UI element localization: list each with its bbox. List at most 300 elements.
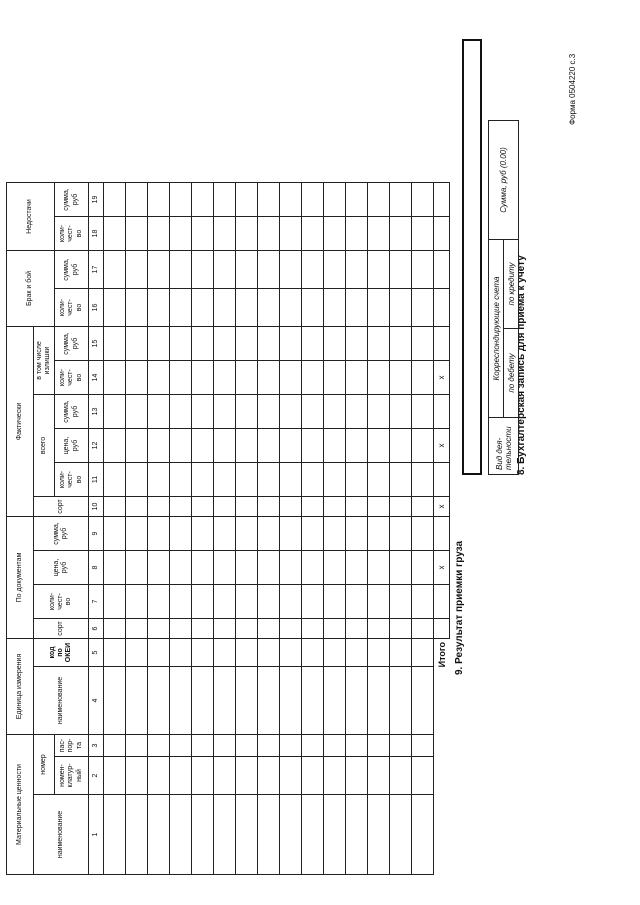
table-cell[interactable] [258, 551, 280, 585]
table-cell[interactable] [302, 251, 324, 289]
table-cell[interactable] [258, 639, 280, 667]
table-cell[interactable] [412, 361, 434, 395]
table-cell[interactable] [302, 361, 324, 395]
table-cell[interactable] [368, 619, 390, 639]
table-cell[interactable] [390, 619, 412, 639]
table-cell[interactable] [148, 795, 170, 875]
table-cell[interactable] [368, 327, 390, 361]
table-cell[interactable] [390, 395, 412, 429]
table-cell[interactable] [214, 289, 236, 327]
table-cell[interactable] [302, 289, 324, 327]
total-cell[interactable] [434, 183, 450, 217]
table-cell[interactable] [236, 251, 258, 289]
table-cell[interactable] [192, 551, 214, 585]
table-cell[interactable] [126, 395, 148, 429]
table-cell[interactable] [236, 395, 258, 429]
table-cell[interactable] [192, 757, 214, 795]
table-cell[interactable] [390, 639, 412, 667]
table-cell[interactable] [302, 551, 324, 585]
table-cell[interactable] [192, 183, 214, 217]
table-cell[interactable] [104, 735, 126, 757]
table-cell[interactable] [192, 327, 214, 361]
table-cell[interactable] [324, 497, 346, 517]
table-cell[interactable] [346, 251, 368, 289]
table-cell[interactable] [280, 497, 302, 517]
table-cell[interactable] [236, 795, 258, 875]
table-cell[interactable] [236, 735, 258, 757]
table-cell[interactable] [280, 639, 302, 667]
table-cell[interactable] [302, 183, 324, 217]
table-cell[interactable] [412, 429, 434, 463]
table-cell[interactable] [192, 251, 214, 289]
table-cell[interactable] [170, 517, 192, 551]
table-cell[interactable] [214, 551, 236, 585]
table-cell[interactable] [280, 361, 302, 395]
table-cell[interactable] [214, 463, 236, 497]
table-cell[interactable] [368, 251, 390, 289]
table-cell[interactable] [192, 361, 214, 395]
table-cell[interactable] [148, 217, 170, 251]
table-cell[interactable] [170, 463, 192, 497]
table-cell[interactable] [126, 735, 148, 757]
table-cell[interactable] [192, 463, 214, 497]
table-cell[interactable] [170, 757, 192, 795]
table-cell[interactable] [412, 463, 434, 497]
table-cell[interactable] [302, 757, 324, 795]
table-cell[interactable] [390, 795, 412, 875]
table-cell[interactable] [126, 361, 148, 395]
table-cell[interactable] [148, 395, 170, 429]
table-cell[interactable] [346, 361, 368, 395]
table-cell[interactable] [192, 585, 214, 619]
table-cell[interactable] [346, 217, 368, 251]
table-cell[interactable] [170, 361, 192, 395]
total-cell[interactable] [434, 619, 450, 639]
table-cell[interactable] [214, 585, 236, 619]
table-cell[interactable] [368, 183, 390, 217]
table-cell[interactable] [126, 551, 148, 585]
table-cell[interactable] [214, 517, 236, 551]
table-cell[interactable] [214, 327, 236, 361]
table-cell[interactable] [170, 585, 192, 619]
table-cell[interactable] [258, 183, 280, 217]
column-number: 14 [89, 361, 104, 395]
table-cell[interactable] [368, 795, 390, 875]
table-cell[interactable] [412, 251, 434, 289]
table-cell[interactable] [368, 429, 390, 463]
table-cell[interactable] [236, 551, 258, 585]
table-cell[interactable] [324, 289, 346, 327]
table-cell[interactable] [302, 217, 324, 251]
table-cell[interactable] [192, 795, 214, 875]
table-cell[interactable] [346, 183, 368, 217]
table-cell[interactable] [126, 639, 148, 667]
table-cell[interactable] [368, 289, 390, 327]
table-cell[interactable] [280, 183, 302, 217]
table-cell[interactable] [148, 183, 170, 217]
table-cell[interactable] [170, 735, 192, 757]
table-cell[interactable] [324, 251, 346, 289]
table-cell[interactable] [148, 517, 170, 551]
table-cell[interactable] [104, 585, 126, 619]
table-cell[interactable] [280, 429, 302, 463]
table-cell[interactable] [170, 327, 192, 361]
table-cell[interactable] [214, 795, 236, 875]
table-cell[interactable] [412, 217, 434, 251]
table-cell[interactable] [126, 289, 148, 327]
table-cell[interactable] [412, 639, 434, 667]
table-cell[interactable] [412, 795, 434, 875]
table-cell[interactable] [412, 395, 434, 429]
table-cell[interactable] [280, 395, 302, 429]
table-cell[interactable] [346, 585, 368, 619]
table-cell[interactable] [346, 429, 368, 463]
table-cell[interactable] [302, 667, 324, 735]
table-cell[interactable] [258, 757, 280, 795]
table-cell[interactable] [236, 463, 258, 497]
table-cell[interactable] [302, 327, 324, 361]
table-cell[interactable] [126, 327, 148, 361]
table-cell[interactable] [104, 757, 126, 795]
table-cell[interactable] [390, 585, 412, 619]
table-cell[interactable] [214, 497, 236, 517]
table-cell[interactable] [170, 639, 192, 667]
table-cell[interactable] [390, 497, 412, 517]
table-cell[interactable] [412, 619, 434, 639]
table-cell[interactable] [148, 551, 170, 585]
table-cell[interactable] [192, 395, 214, 429]
table-cell[interactable] [324, 217, 346, 251]
table-cell[interactable] [258, 395, 280, 429]
table-cell[interactable] [302, 517, 324, 551]
table-cell[interactable] [302, 639, 324, 667]
table-cell[interactable] [390, 361, 412, 395]
table-cell[interactable] [390, 551, 412, 585]
table-cell[interactable] [214, 639, 236, 667]
table-cell[interactable] [324, 327, 346, 361]
table-cell[interactable] [214, 217, 236, 251]
table-cell[interactable] [192, 517, 214, 551]
table-cell[interactable] [258, 517, 280, 551]
table-cell[interactable] [104, 429, 126, 463]
table-cell[interactable] [324, 757, 346, 795]
table-cell[interactable] [258, 795, 280, 875]
table-cell[interactable] [346, 497, 368, 517]
table-cell[interactable] [368, 585, 390, 619]
table-cell[interactable] [412, 289, 434, 327]
table-cell[interactable] [126, 585, 148, 619]
table-cell[interactable] [126, 619, 148, 639]
table-cell[interactable] [280, 217, 302, 251]
table-cell[interactable] [412, 667, 434, 735]
table-cell[interactable] [346, 735, 368, 757]
table-cell[interactable] [126, 183, 148, 217]
table-cell[interactable] [302, 463, 324, 497]
table-cell[interactable] [104, 463, 126, 497]
table-cell[interactable] [346, 795, 368, 875]
table-cell[interactable] [324, 551, 346, 585]
table-cell[interactable] [324, 395, 346, 429]
table-cell[interactable] [302, 795, 324, 875]
table-cell[interactable] [148, 251, 170, 289]
table-cell[interactable] [390, 183, 412, 217]
table-cell[interactable] [104, 289, 126, 327]
table-cell[interactable] [170, 667, 192, 735]
table-cell[interactable] [148, 429, 170, 463]
table-cell[interactable] [104, 497, 126, 517]
table-cell[interactable] [170, 395, 192, 429]
table-cell[interactable] [368, 497, 390, 517]
table-cell[interactable] [280, 251, 302, 289]
table-cell[interactable] [148, 361, 170, 395]
table-cell[interactable] [258, 429, 280, 463]
table-cell[interactable] [170, 289, 192, 327]
table-cell[interactable] [214, 757, 236, 795]
table-cell[interactable] [390, 667, 412, 735]
table-cell[interactable] [258, 361, 280, 395]
table-cell[interactable] [104, 667, 126, 735]
table-cell[interactable] [148, 757, 170, 795]
table-cell[interactable] [302, 395, 324, 429]
table-cell[interactable] [280, 757, 302, 795]
table-cell[interactable] [324, 361, 346, 395]
table-cell[interactable] [324, 183, 346, 217]
table-cell[interactable] [324, 795, 346, 875]
table-cell[interactable] [280, 795, 302, 875]
table-cell[interactable] [280, 517, 302, 551]
table-cell[interactable] [412, 735, 434, 757]
table-cell[interactable] [126, 667, 148, 735]
table-cell[interactable] [412, 497, 434, 517]
table-cell[interactable] [390, 517, 412, 551]
table-cell[interactable] [346, 289, 368, 327]
table-cell[interactable] [390, 251, 412, 289]
table-cell[interactable] [412, 327, 434, 361]
total-cell[interactable] [434, 251, 450, 289]
table-cell[interactable] [170, 551, 192, 585]
table-cell[interactable] [236, 517, 258, 551]
table-cell[interactable] [280, 327, 302, 361]
table-cell[interactable] [368, 735, 390, 757]
table-cell[interactable] [126, 429, 148, 463]
table-cell[interactable] [258, 463, 280, 497]
table-cell[interactable] [148, 327, 170, 361]
table-cell[interactable] [280, 667, 302, 735]
table-cell[interactable] [192, 429, 214, 463]
table-cell[interactable] [280, 585, 302, 619]
table-cell[interactable] [126, 251, 148, 289]
table-cell[interactable] [280, 619, 302, 639]
table-cell[interactable] [258, 585, 280, 619]
total-cell[interactable] [434, 327, 450, 361]
table-cell[interactable] [324, 619, 346, 639]
table-cell[interactable] [192, 289, 214, 327]
table-cell[interactable] [258, 735, 280, 757]
table-cell[interactable] [104, 251, 126, 289]
total-cell[interactable] [434, 289, 450, 327]
table-cell[interactable] [302, 735, 324, 757]
table-cell[interactable] [236, 361, 258, 395]
table-cell[interactable] [148, 667, 170, 735]
table-cell[interactable] [236, 757, 258, 795]
table-cell[interactable] [302, 497, 324, 517]
table-cell[interactable] [324, 667, 346, 735]
table-cell[interactable] [148, 463, 170, 497]
table-cell[interactable] [346, 757, 368, 795]
table-cell[interactable] [126, 463, 148, 497]
table-cell[interactable] [148, 619, 170, 639]
table-cell[interactable] [148, 639, 170, 667]
table-cell[interactable] [346, 551, 368, 585]
table-cell[interactable] [236, 497, 258, 517]
table-cell[interactable] [104, 551, 126, 585]
table-cell[interactable] [236, 183, 258, 217]
table-cell[interactable] [236, 619, 258, 639]
total-cell[interactable] [434, 217, 450, 251]
table-cell[interactable] [192, 497, 214, 517]
th-unit-name: наименование [34, 667, 89, 735]
table-cell[interactable] [346, 327, 368, 361]
table-cell[interactable] [324, 517, 346, 551]
table-cell[interactable] [390, 217, 412, 251]
table-cell[interactable] [390, 289, 412, 327]
table-cell[interactable] [192, 217, 214, 251]
table-cell[interactable] [346, 463, 368, 497]
table-cell[interactable] [236, 289, 258, 327]
total-cell[interactable] [434, 585, 450, 619]
table-cell[interactable] [214, 735, 236, 757]
table-cell[interactable] [148, 735, 170, 757]
table-cell[interactable] [192, 667, 214, 735]
table-cell[interactable] [368, 551, 390, 585]
table-cell[interactable] [170, 795, 192, 875]
table-cell[interactable] [258, 217, 280, 251]
table-cell[interactable] [258, 497, 280, 517]
table-cell[interactable] [126, 795, 148, 875]
table-cell[interactable] [412, 517, 434, 551]
table-cell[interactable] [258, 327, 280, 361]
table-cell[interactable] [324, 735, 346, 757]
table-cell[interactable] [346, 395, 368, 429]
table-cell[interactable] [258, 289, 280, 327]
table-cell[interactable] [324, 585, 346, 619]
table-cell[interactable] [104, 327, 126, 361]
table-cell[interactable] [368, 463, 390, 497]
table-cell[interactable] [148, 585, 170, 619]
table-cell[interactable] [280, 551, 302, 585]
table-cell[interactable] [192, 639, 214, 667]
table-cell[interactable] [104, 183, 126, 217]
table-cell[interactable] [126, 757, 148, 795]
table-cell[interactable] [170, 251, 192, 289]
table-cell[interactable] [104, 639, 126, 667]
table-cell[interactable] [192, 619, 214, 639]
table-cell[interactable] [390, 429, 412, 463]
table-cell[interactable] [302, 619, 324, 639]
table-cell[interactable] [368, 395, 390, 429]
table-cell[interactable] [302, 585, 324, 619]
table-cell[interactable] [368, 517, 390, 551]
table-cell[interactable] [390, 463, 412, 497]
table-cell[interactable] [412, 585, 434, 619]
table-cell[interactable] [280, 735, 302, 757]
table-cell[interactable] [280, 289, 302, 327]
table-cell[interactable] [192, 735, 214, 757]
table-cell[interactable] [214, 429, 236, 463]
table-cell[interactable] [412, 183, 434, 217]
table-cell[interactable] [214, 619, 236, 639]
table-cell[interactable] [324, 429, 346, 463]
table-cell[interactable] [214, 361, 236, 395]
table-cell[interactable] [214, 395, 236, 429]
table-cell[interactable] [302, 429, 324, 463]
table-cell[interactable] [412, 551, 434, 585]
table-cell[interactable] [236, 667, 258, 735]
table-cell[interactable] [236, 217, 258, 251]
table-cell[interactable] [214, 183, 236, 217]
table-cell[interactable] [126, 517, 148, 551]
table-cell[interactable] [346, 517, 368, 551]
table-cell[interactable] [126, 217, 148, 251]
table-cell[interactable] [104, 395, 126, 429]
table-cell[interactable] [368, 217, 390, 251]
table-cell[interactable] [346, 667, 368, 735]
table-cell[interactable] [368, 667, 390, 735]
table-cell[interactable] [170, 429, 192, 463]
table-row [390, 183, 412, 875]
table-cell[interactable] [104, 361, 126, 395]
total-cell[interactable] [434, 517, 450, 551]
accounting-entry-value-row[interactable] [462, 39, 482, 475]
table-cell[interactable] [390, 757, 412, 795]
column-number: 8 [89, 551, 104, 585]
table-cell[interactable] [236, 639, 258, 667]
table-cell[interactable] [346, 619, 368, 639]
table-cell[interactable] [104, 795, 126, 875]
table-cell[interactable] [258, 251, 280, 289]
table-cell[interactable] [280, 463, 302, 497]
total-cell[interactable] [434, 395, 450, 429]
table-cell[interactable] [170, 497, 192, 517]
table-cell[interactable] [412, 757, 434, 795]
table-cell[interactable] [346, 639, 368, 667]
table-cell[interactable] [126, 497, 148, 517]
table-cell[interactable] [236, 585, 258, 619]
table-cell[interactable] [258, 619, 280, 639]
table-cell[interactable] [368, 361, 390, 395]
table-cell[interactable] [324, 463, 346, 497]
table-cell[interactable] [170, 619, 192, 639]
table-cell[interactable] [214, 251, 236, 289]
table-cell[interactable] [170, 183, 192, 217]
table-cell[interactable] [214, 667, 236, 735]
table-cell[interactable] [104, 619, 126, 639]
table-cell[interactable] [258, 667, 280, 735]
table-cell[interactable] [236, 429, 258, 463]
table-cell[interactable] [390, 327, 412, 361]
total-cell[interactable] [434, 463, 450, 497]
table-cell[interactable] [148, 289, 170, 327]
table-cell[interactable] [236, 327, 258, 361]
table-cell[interactable] [104, 217, 126, 251]
table-cell[interactable] [368, 757, 390, 795]
table-cell[interactable] [148, 497, 170, 517]
table-cell[interactable] [104, 517, 126, 551]
table-cell[interactable] [324, 639, 346, 667]
table-cell[interactable] [368, 639, 390, 667]
table-cell[interactable] [390, 735, 412, 757]
table-cell[interactable] [170, 217, 192, 251]
